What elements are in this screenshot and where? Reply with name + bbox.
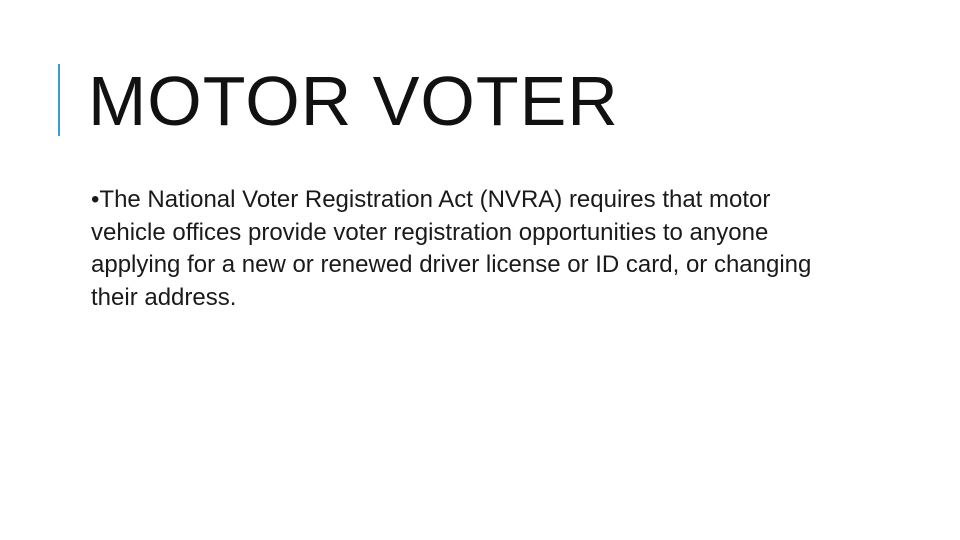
bullet-marker: •	[91, 186, 100, 213]
bullet-item	[88, 184, 848, 314]
bullet-list	[88, 184, 848, 314]
slide-title: MOTOR VOTER	[88, 62, 619, 140]
bullet-text: The National Voter Registration Act (NVRA) requires that motor vehicle offices provide voter registration opportunities to anyone applying for a new or renewed driver license or ID card, or changing their address.	[91, 186, 812, 311]
slide-body	[88, 184, 848, 314]
title-accent-bar	[58, 64, 60, 136]
